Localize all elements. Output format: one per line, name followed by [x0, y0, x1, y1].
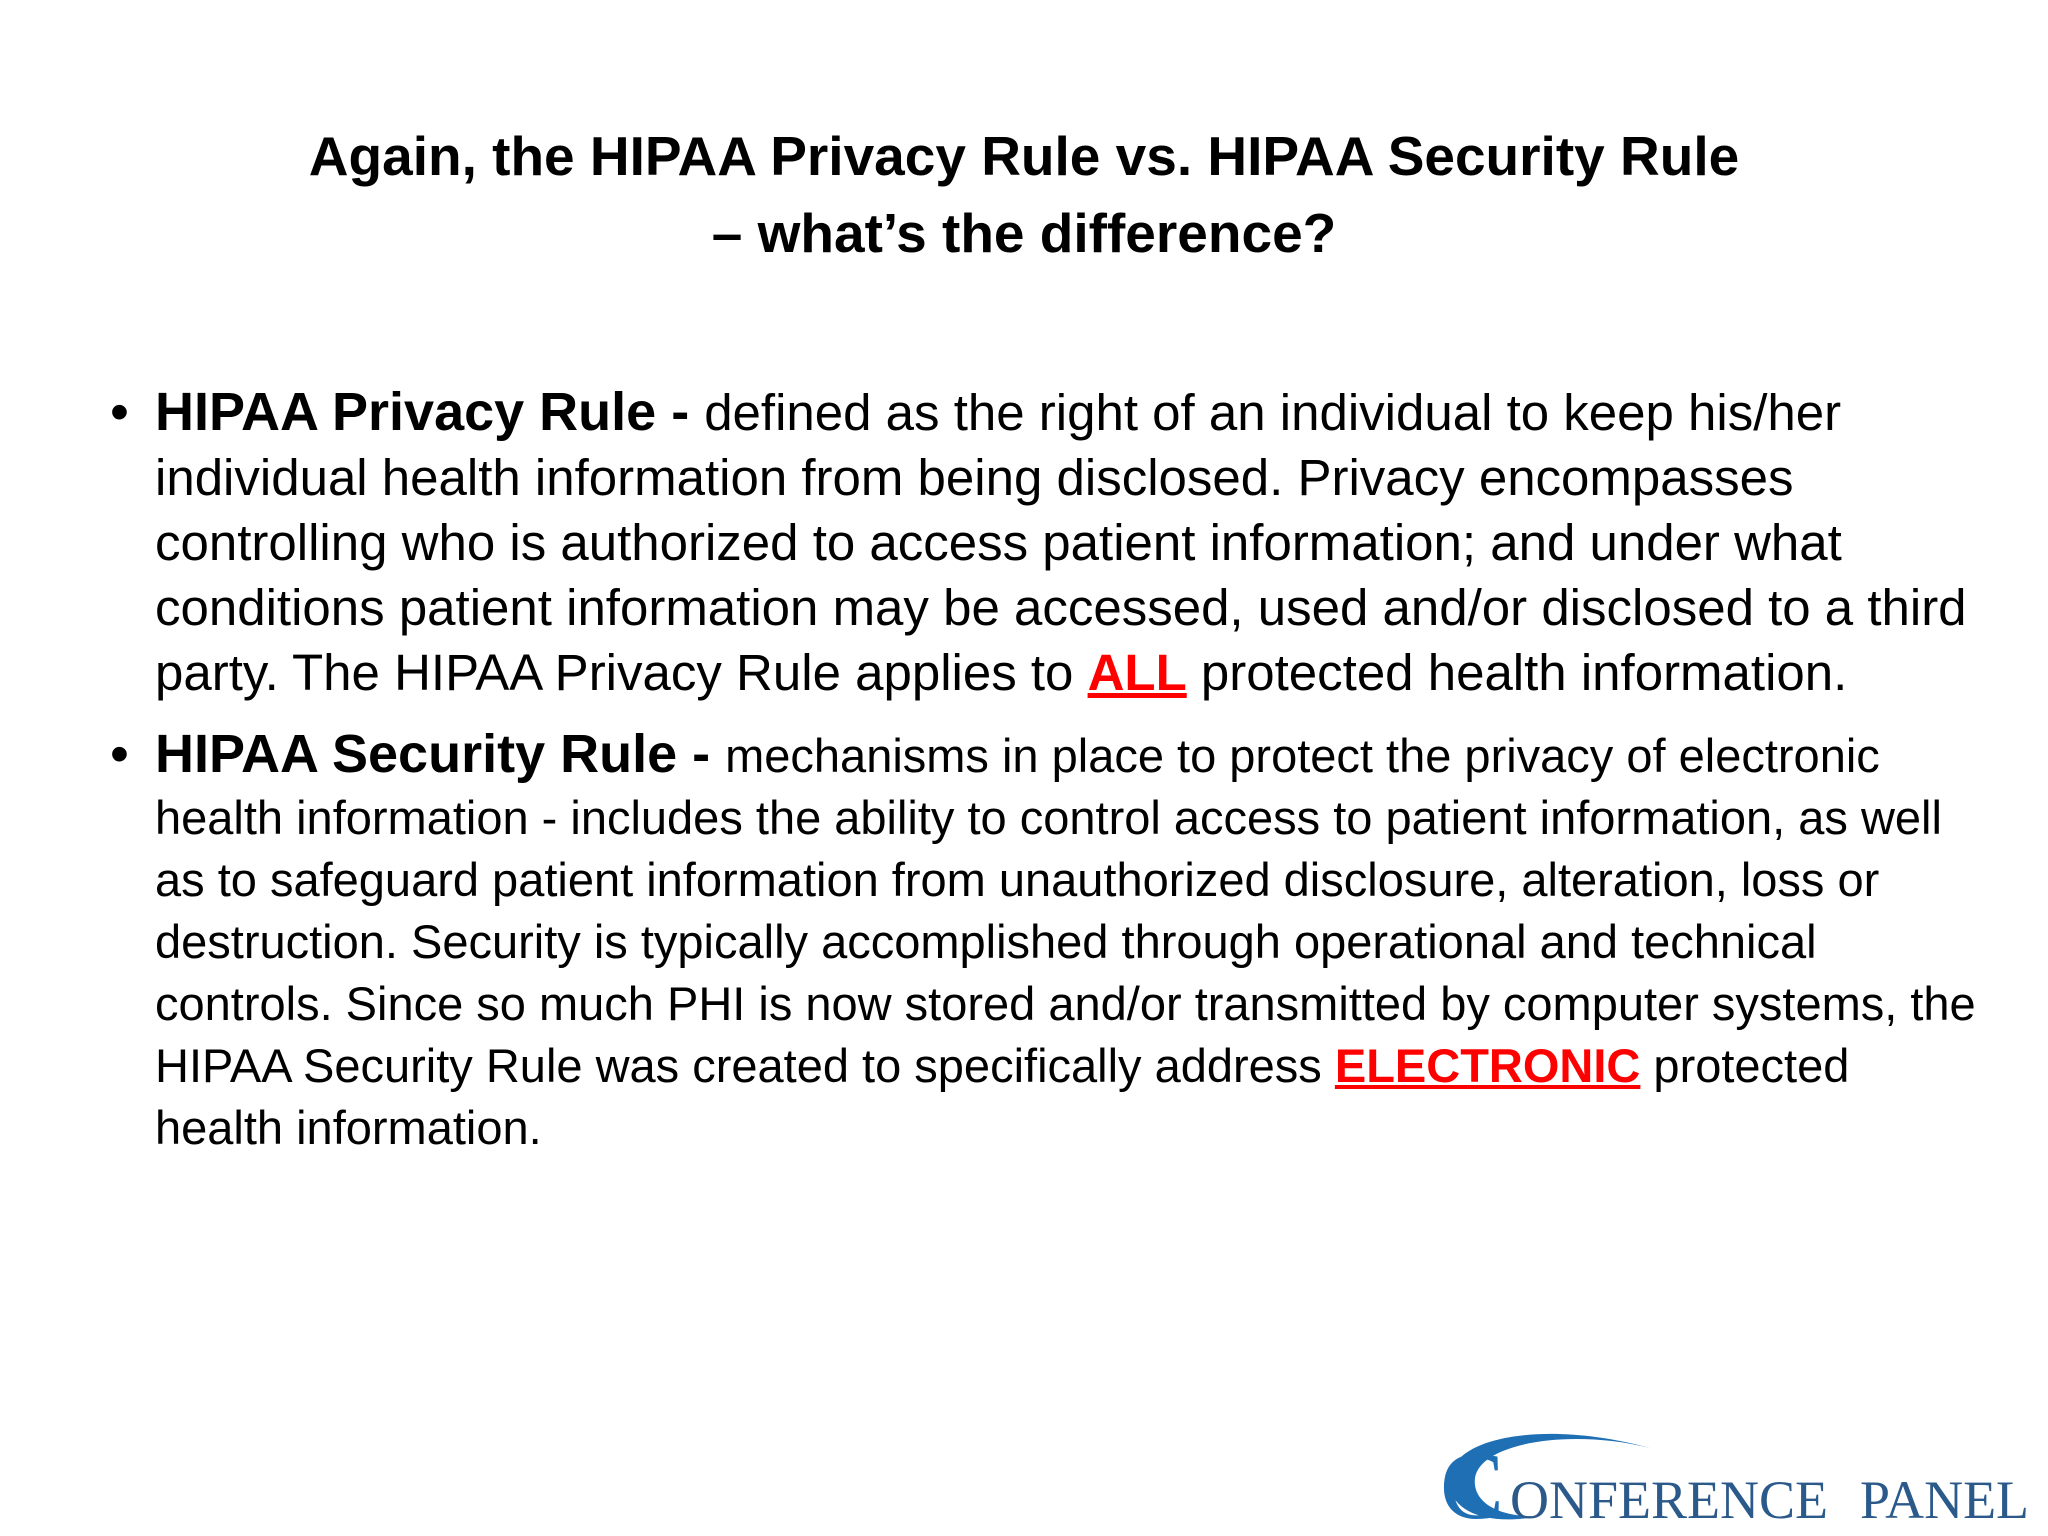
- conference-panel-logo: [1420, 1418, 2030, 1530]
- bullet-text-end: protected health information.: [155, 1039, 1850, 1154]
- slide-title: [0, 118, 2048, 272]
- title-line-2: – what’s the difference?: [711, 202, 1337, 264]
- bullet-icon: •: [110, 724, 129, 784]
- bullet-text: mechanisms in place to protect the privacy of electronic health information - includes the ability to control access to patient information, as well as to safeguard patient information from unauthorized disclosure, alteration, loss or destruction. Security is typically accomplished through operational and technical controls. Since so much PHI is now stored and/or transmitted by computer systems, the HIPAA Security Rule was created to specifically address: [155, 729, 1976, 1092]
- bullet-privacy-rule: [110, 380, 1990, 705]
- emphasis-electronic: ELECTRONIC: [1334, 1039, 1641, 1092]
- logo-initial: C: [1440, 1432, 1505, 1530]
- bullet-security-rule: [110, 723, 1990, 1159]
- bullet-lead: HIPAA Security Rule -: [155, 724, 726, 784]
- bullet-text: defined as the right of an individual to keep his/her individual health information from being disclosed. Privacy encompasses controlling who is authorized to access patient information; and under what conditions patient information may be accessed, used and/or disclosed to a third party. The HIPAA Privacy Rule applies to: [155, 384, 1967, 701]
- logo-word-panel: PANEL: [1860, 1470, 2030, 1530]
- bullet-lead: HIPAA Privacy Rule -: [155, 382, 705, 442]
- bullet-list: [110, 380, 1990, 1177]
- title-line-1: Again, the HIPAA Privacy Rule vs. HIPAA Security Rule: [308, 125, 1740, 187]
- emphasis-all: ALL: [1087, 644, 1187, 701]
- bullet-icon: •: [110, 382, 129, 442]
- bullet-text-end: protected health information.: [1186, 644, 1848, 701]
- logo-word-conference: ONFERENCE: [1510, 1470, 1829, 1530]
